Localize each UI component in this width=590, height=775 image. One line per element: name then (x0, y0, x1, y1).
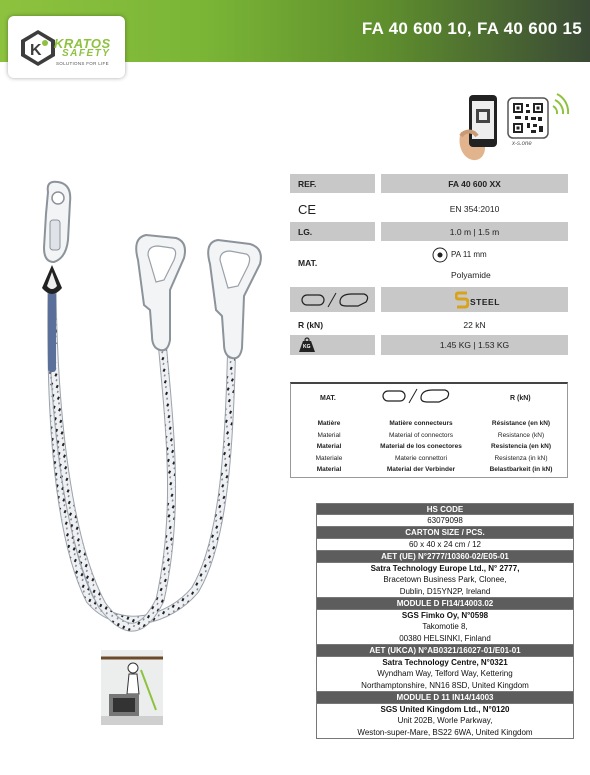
legend-material-fr: Matière (317, 420, 341, 427)
legend-resistance-es: Resistencia (en kN) (491, 443, 551, 451)
hs-code-head: HS CODE (316, 503, 574, 515)
weight-badge: KG (303, 344, 311, 350)
spec-length-label: LG. (298, 226, 313, 237)
module-d11-line-3: Weston-super-Mare, BS22 6WA, United Kingdom (316, 727, 574, 740)
legend-material-de: Material (316, 466, 342, 474)
module-d11-line-1: SGS United Kingdom Ltd., N°0120 (316, 704, 574, 716)
module-d11-head: MODULE D 11 IN14/14003 (316, 692, 574, 704)
spec-mat-label: MAT. (298, 258, 318, 268)
logo-name: KRATOS (54, 36, 111, 51)
module-d-line-1: SGS Fimko Oy, N°0598 (316, 610, 574, 622)
legend-connectors-fr: Matière connecteurs (389, 420, 453, 427)
spec-r-label: R (kN) (298, 320, 324, 330)
usage-pictogram (101, 650, 163, 725)
legend-resistance-de: Belastbarkeit (in kN) (489, 466, 553, 474)
legend-connectors-de: Material der Verbinder (386, 466, 456, 474)
aet-ukca-line-1: Satra Technology Centre, N°0321 (316, 657, 574, 669)
hs-code-value: 63079098 (316, 515, 574, 528)
phone-scan-icon (455, 92, 505, 162)
legend-connectors-es: Material de los conectores (380, 443, 462, 451)
legend-resistance-en: Resistance (kN) (497, 431, 545, 439)
spec-connector-value: STEEL (470, 297, 500, 307)
legend-material-en: Material (317, 431, 341, 439)
legend-col-material (300, 418, 358, 476)
page-title: FA 40 600 10, FA 40 600 15 (361, 19, 582, 38)
spec-ref-value: FA 40 600 XX (448, 178, 501, 189)
module-d-head: MODULE D FI14/14003.02 (316, 598, 574, 610)
legend-r-head: R (kN) (510, 395, 531, 402)
aet-ukca-line-3: Northamptonshire, NN16 8SD, United Kingdom (316, 680, 574, 693)
spec-mat-value-1: PA 11 mm (451, 250, 487, 259)
module-d-line-2: Takomotie 8, (316, 621, 574, 633)
legend-connector-icon (381, 386, 453, 406)
legend-connectors-en: Material of connectors (389, 431, 453, 439)
legend-material-es: Material (316, 443, 342, 451)
logo-tagline: SOLUTIONS FOR LIFE (56, 61, 109, 66)
steel-logo-icon (455, 291, 469, 309)
spec-length-value: 1.0 m | 1.5 m (449, 226, 500, 237)
logo-subtitle: SAFETY (62, 48, 111, 59)
carton-size-head: CARTON SIZE / PCS. (316, 527, 574, 539)
spec-standard-value: EN 354:2010 (449, 204, 500, 214)
spec-r-value: 22 kN (463, 320, 486, 330)
lanyard-product-image (20, 180, 290, 650)
aet-ukca-line-2: Wyndham Way, Telford Way, Kettering (316, 668, 574, 680)
spec-ref-label: REF. (298, 178, 317, 189)
aet-ue-line-3: Dublin, D15YN2P, Ireland (316, 586, 574, 599)
legend-material-it: Materiale (315, 454, 343, 462)
aet-ue-head: AET (UE) N°2777/10360-02/E05-01 (316, 551, 574, 563)
spec-weight-value: 1.45 KG | 1.53 KG (439, 340, 510, 350)
aet-ue-line-2: Bracetown Business Park, Clonee, (316, 574, 574, 586)
qr-caption: x-s.one (512, 141, 532, 147)
legend-col-resistance (478, 418, 564, 476)
ce-mark: CE (298, 201, 317, 217)
aet-ue-line-1: Satra Technology Europe Ltd., N° 2777, (316, 563, 574, 575)
legend-mat-head: MAT. (320, 395, 336, 402)
certification-table (316, 503, 574, 739)
module-d11-line-2: Unit 202B, Worle Parkway, (316, 715, 574, 727)
aet-ukca-head: AET (UKCA) N°AB0321/16027-01/E01-01 (316, 645, 574, 657)
rope-diameter-icon (432, 247, 448, 263)
svg-text:K: K (30, 42, 42, 59)
carton-size-value: 60 x 40 x 24 cm / 12 (316, 539, 574, 552)
legend-resistance-fr: Résistance (en kN) (491, 420, 551, 427)
module-d-line-3: 00380 HELSINKI, Finland (316, 633, 574, 646)
connector-icon (300, 290, 372, 310)
legend-connectors-it: Materie connettori (394, 454, 448, 462)
logo-emblem-icon (18, 28, 58, 68)
spec-mat-value-2: Polyamide (451, 270, 491, 280)
legend-resistance-it: Resistenza (in kN) (494, 454, 548, 462)
legend-col-connectors (372, 418, 470, 476)
